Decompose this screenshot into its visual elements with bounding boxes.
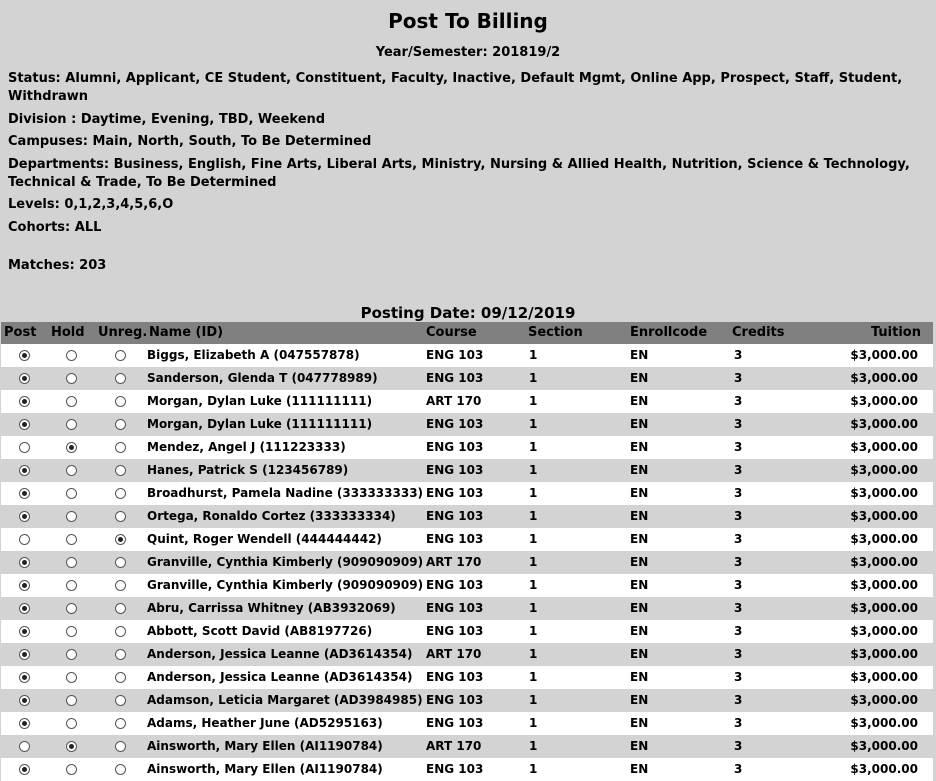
- status-criteria: [8, 70, 928, 106]
- table-row: [1, 482, 933, 505]
- post-cell: [1, 528, 48, 551]
- credits-cell: 3: [734, 716, 743, 730]
- section-cell: 1: [529, 348, 538, 362]
- post-cell: [1, 367, 48, 390]
- course-cell: ART 170: [426, 555, 482, 569]
- course-cell: ENG 103: [426, 509, 484, 523]
- course-cell: ENG 103: [426, 348, 484, 362]
- enrollcode-cell: EN: [630, 716, 649, 730]
- credits-cell: 3: [734, 348, 743, 362]
- hold-cell: [48, 735, 95, 758]
- post-cell: [1, 505, 48, 528]
- table-row: [1, 413, 933, 436]
- course-cell: ENG 103: [426, 371, 484, 385]
- post-radio[interactable]: [19, 672, 30, 683]
- credits-cell: 3: [734, 693, 743, 707]
- enrollcode-cell: EN: [630, 348, 649, 362]
- name-cell: Granville, Cynthia Kimberly (909090909): [147, 578, 423, 592]
- table-row: [1, 344, 933, 367]
- unreg-cell: [95, 344, 146, 367]
- post-radio[interactable]: [19, 488, 30, 499]
- table-row: [1, 574, 933, 597]
- hold-column-header: Hold: [48, 322, 95, 344]
- section-cell: 1: [529, 509, 538, 523]
- credits-cell: 3: [734, 463, 743, 477]
- section-cell: 1: [529, 417, 538, 431]
- credits-cell: 3: [734, 509, 743, 523]
- section-cell: 1: [529, 716, 538, 730]
- unreg-cell: [95, 367, 146, 390]
- enrollcode-cell: EN: [630, 578, 649, 592]
- hold-cell: [48, 482, 95, 505]
- enrollcode-cell: EN: [630, 670, 649, 684]
- table-row: [1, 436, 933, 459]
- course-cell: ART 170: [426, 647, 482, 661]
- tuition-cell: $3,000.00: [850, 739, 918, 753]
- unreg-radio[interactable]: [115, 396, 126, 407]
- course-cell: ENG 103: [426, 440, 484, 454]
- tuition-cell: $3,000.00: [850, 601, 918, 615]
- tuition-cell: $3,000.00: [850, 509, 918, 523]
- post-cell: [1, 344, 48, 367]
- campuses-criteria: [8, 133, 928, 151]
- billing-table: [1, 322, 933, 781]
- hold-radio[interactable]: [66, 718, 77, 729]
- post-cell: [1, 436, 48, 459]
- post-cell: [1, 666, 48, 689]
- enrollcode-cell: EN: [630, 555, 649, 569]
- hold-cell: [48, 413, 95, 436]
- hold-radio[interactable]: [66, 580, 77, 591]
- post-cell: [1, 574, 48, 597]
- enrollcode-cell: EN: [630, 486, 649, 500]
- table-body: [1, 344, 933, 781]
- section-cell: 1: [529, 693, 538, 707]
- name-cell: Morgan, Dylan Luke (111111111): [147, 394, 373, 408]
- hold-cell: [48, 528, 95, 551]
- name-cell: Broadhurst, Pamela Nadine (333333333): [147, 486, 423, 500]
- hold-cell: [48, 390, 95, 413]
- course-cell: ENG 103: [426, 486, 484, 500]
- status-label: Status:: [8, 71, 61, 86]
- hold-cell: [48, 574, 95, 597]
- campuses-label: Campuses:: [8, 134, 88, 149]
- cohorts-criteria: [8, 219, 928, 237]
- division-value: Daytime, Evening, TBD, Weekend: [80, 111, 326, 127]
- table-row: [1, 620, 933, 643]
- name-cell: Anderson, Jessica Leanne (AD3614354): [147, 647, 413, 661]
- tuition-column-header: Tuition: [832, 322, 933, 344]
- table-row: [1, 735, 933, 758]
- table-row: [1, 712, 933, 735]
- unreg-radio[interactable]: [115, 465, 126, 476]
- hold-radio[interactable]: [66, 649, 77, 660]
- hold-cell: [48, 344, 95, 367]
- criteria-panel: [0, 70, 936, 275]
- division-criteria: [8, 111, 928, 129]
- section-column-header: Section: [525, 322, 627, 344]
- table-row: [1, 367, 933, 390]
- hold-cell: [48, 758, 95, 781]
- name-cell: Ortega, Ronaldo Cortez (333333334): [147, 509, 396, 523]
- hold-cell: [48, 666, 95, 689]
- levels-criteria: [8, 196, 928, 214]
- name-cell: Ainsworth, Mary Ellen (AI1190784): [147, 762, 383, 776]
- post-radio[interactable]: [19, 419, 30, 430]
- credits-cell: 3: [734, 440, 743, 454]
- hold-radio[interactable]: [66, 350, 77, 361]
- hold-radio[interactable]: [66, 488, 77, 499]
- name-cell: Adamson, Leticia Margaret (AD3984985): [147, 693, 423, 707]
- table-row: [1, 643, 933, 666]
- table-row: [1, 597, 933, 620]
- tuition-cell: $3,000.00: [850, 440, 918, 454]
- post-radio[interactable]: [19, 534, 30, 545]
- unreg-column-header: Unreg.: [95, 322, 146, 344]
- post-radio[interactable]: [19, 649, 30, 660]
- unreg-cell: [95, 643, 146, 666]
- hold-cell: [48, 712, 95, 735]
- post-radio[interactable]: [19, 718, 30, 729]
- unreg-radio[interactable]: [115, 672, 126, 683]
- section-cell: 1: [529, 624, 538, 638]
- hold-cell: [48, 620, 95, 643]
- table-row: [1, 666, 933, 689]
- unreg-radio[interactable]: [115, 511, 126, 522]
- enrollcode-cell: EN: [630, 532, 649, 546]
- unreg-cell: [95, 459, 146, 482]
- table-row: [1, 390, 933, 413]
- unreg-radio[interactable]: [115, 488, 126, 499]
- unreg-cell: [95, 390, 146, 413]
- credits-cell: 3: [734, 532, 743, 546]
- name-cell: Abru, Carrissa Whitney (AB3932069): [147, 601, 396, 615]
- table-row: [1, 528, 933, 551]
- tuition-cell: $3,000.00: [850, 417, 918, 431]
- hold-radio[interactable]: [66, 442, 77, 453]
- hold-cell: [48, 597, 95, 620]
- tuition-cell: $3,000.00: [850, 463, 918, 477]
- course-cell: ENG 103: [426, 578, 484, 592]
- unreg-radio[interactable]: [115, 580, 126, 591]
- unreg-radio[interactable]: [115, 718, 126, 729]
- credits-cell: 3: [734, 647, 743, 661]
- course-cell: ENG 103: [426, 532, 484, 546]
- enrollcode-cell: EN: [630, 371, 649, 385]
- hold-cell: [48, 459, 95, 482]
- hold-cell: [48, 367, 95, 390]
- section-cell: 1: [529, 739, 538, 753]
- unreg-cell: [95, 528, 146, 551]
- enrollcode-cell: EN: [630, 601, 649, 615]
- hold-radio[interactable]: [66, 511, 77, 522]
- post-radio[interactable]: [19, 373, 30, 384]
- tuition-cell: $3,000.00: [850, 371, 918, 385]
- post-cell: [1, 459, 48, 482]
- status-value: Alumni, Applicant, CE Student, Constituent, Faculty, Inactive, Default Mgmt, Online App, Prospect, Staff, Student, Withdrawn: [8, 71, 903, 104]
- post-cell: [1, 597, 48, 620]
- course-cell: ENG 103: [426, 693, 484, 707]
- post-cell: [1, 689, 48, 712]
- hold-radio[interactable]: [66, 534, 77, 545]
- post-radio[interactable]: [19, 442, 30, 453]
- hold-cell: [48, 689, 95, 712]
- departments-label: Departments:: [8, 156, 110, 172]
- course-cell: ENG 103: [426, 670, 484, 684]
- unreg-radio[interactable]: [115, 695, 126, 706]
- matches-count: [8, 257, 928, 275]
- cohorts-label: Cohorts:: [8, 219, 71, 235]
- hold-radio[interactable]: [66, 741, 77, 752]
- course-cell: ART 170: [426, 394, 482, 408]
- division-label: Division :: [8, 111, 77, 127]
- section-cell: 1: [529, 440, 538, 454]
- table-row: [1, 758, 933, 781]
- tuition-cell: $3,000.00: [850, 670, 918, 684]
- unreg-cell: [95, 597, 146, 620]
- unreg-cell: [95, 574, 146, 597]
- tuition-cell: $3,000.00: [850, 532, 918, 546]
- post-radio[interactable]: [19, 580, 30, 591]
- credits-cell: 3: [734, 394, 743, 408]
- course-cell: ENG 103: [426, 716, 484, 730]
- table-row: [1, 689, 933, 712]
- post-cell: [1, 758, 48, 781]
- name-cell: Sanderson, Glenda T (047778989): [147, 371, 378, 385]
- enrollcode-cell: EN: [630, 394, 649, 408]
- name-cell: Anderson, Jessica Leanne (AD3614354): [147, 670, 413, 684]
- unreg-radio[interactable]: [115, 419, 126, 430]
- name-cell: Biggs, Elizabeth A (047557878): [147, 348, 360, 362]
- post-radio[interactable]: [19, 465, 30, 476]
- credits-cell: 3: [734, 417, 743, 431]
- course-cell: ENG 103: [426, 463, 484, 477]
- section-cell: 1: [529, 555, 538, 569]
- post-cell: [1, 482, 48, 505]
- table-header-row: [1, 322, 933, 344]
- cohorts-value: ALL: [74, 219, 102, 235]
- levels-value: 0,1,2,3,4,5,6,O: [64, 197, 174, 212]
- section-cell: 1: [529, 486, 538, 500]
- tuition-cell: $3,000.00: [850, 762, 918, 776]
- enrollcode-cell: EN: [630, 624, 649, 638]
- unreg-radio[interactable]: [115, 534, 126, 545]
- matches-label: Matches:: [8, 257, 75, 273]
- credits-cell: 3: [734, 624, 743, 638]
- post-radio[interactable]: [19, 350, 30, 361]
- hold-radio[interactable]: [66, 603, 77, 614]
- credits-cell: 3: [734, 762, 743, 776]
- unreg-cell: [95, 666, 146, 689]
- unreg-cell: [95, 482, 146, 505]
- post-radio[interactable]: [19, 603, 30, 614]
- enrollcode-cell: EN: [630, 509, 649, 523]
- section-cell: 1: [529, 762, 538, 776]
- departments-criteria: [8, 156, 928, 192]
- tuition-cell: $3,000.00: [850, 578, 918, 592]
- departments-value: Business, English, Fine Arts, Liberal Arts, Ministry, Nursing & Allied Health, Nutrition, Science & Technology, Technical & Trade, To Be Determined: [8, 156, 910, 190]
- credits-cell: 3: [734, 486, 743, 500]
- hold-radio[interactable]: [66, 626, 77, 637]
- section-cell: 1: [529, 463, 538, 477]
- unreg-cell: [95, 758, 146, 781]
- enrollcode-cell: EN: [630, 647, 649, 661]
- tuition-cell: $3,000.00: [850, 348, 918, 362]
- post-cell: [1, 735, 48, 758]
- unreg-cell: [95, 551, 146, 574]
- post-cell: [1, 390, 48, 413]
- credits-cell: 3: [734, 371, 743, 385]
- enrollcode-cell: EN: [630, 693, 649, 707]
- hold-radio[interactable]: [66, 465, 77, 476]
- unreg-cell: [95, 712, 146, 735]
- name-cell: Granville, Cynthia Kimberly (909090909): [147, 555, 423, 569]
- unreg-cell: [95, 436, 146, 459]
- hold-cell: [48, 551, 95, 574]
- levels-label: Levels:: [8, 197, 60, 212]
- post-radio[interactable]: [19, 557, 30, 568]
- hold-cell: [48, 505, 95, 528]
- hold-cell: [48, 643, 95, 666]
- hold-radio[interactable]: [66, 419, 77, 430]
- campuses-value: Main, North, South, To Be Determined: [92, 134, 372, 149]
- enrollcode-column-header: Enrollcode: [627, 322, 729, 344]
- course-column-header: Course: [423, 322, 525, 344]
- post-radio[interactable]: [19, 511, 30, 522]
- hold-radio[interactable]: [66, 695, 77, 706]
- unreg-radio[interactable]: [115, 626, 126, 637]
- unreg-radio[interactable]: [115, 741, 126, 752]
- section-cell: 1: [529, 532, 538, 546]
- tuition-cell: $3,000.00: [850, 716, 918, 730]
- course-cell: ENG 103: [426, 601, 484, 615]
- credits-cell: 3: [734, 578, 743, 592]
- enrollcode-cell: EN: [630, 417, 649, 431]
- unreg-radio[interactable]: [115, 649, 126, 660]
- tuition-cell: $3,000.00: [850, 394, 918, 408]
- credits-cell: 3: [734, 601, 743, 615]
- section-cell: 1: [529, 647, 538, 661]
- unreg-cell: [95, 735, 146, 758]
- course-cell: ENG 103: [426, 624, 484, 638]
- posting-date: Posting Date: 09/12/2019: [360, 303, 576, 322]
- post-radio[interactable]: [19, 695, 30, 706]
- hold-cell: [48, 436, 95, 459]
- unreg-radio[interactable]: [115, 557, 126, 568]
- tuition-cell: $3,000.00: [850, 486, 918, 500]
- tuition-cell: $3,000.00: [850, 624, 918, 638]
- enrollcode-cell: EN: [630, 440, 649, 454]
- tuition-cell: $3,000.00: [850, 555, 918, 569]
- credits-cell: 3: [734, 555, 743, 569]
- section-cell: 1: [529, 371, 538, 385]
- unreg-cell: [95, 620, 146, 643]
- course-cell: ENG 103: [426, 762, 484, 776]
- hold-radio[interactable]: [66, 373, 77, 384]
- course-cell: ART 170: [426, 739, 482, 753]
- post-radio[interactable]: [19, 396, 30, 407]
- hold-radio[interactable]: [66, 396, 77, 407]
- post-radio[interactable]: [19, 741, 30, 752]
- unreg-cell: [95, 505, 146, 528]
- credits-cell: 3: [734, 670, 743, 684]
- tuition-cell: $3,000.00: [850, 693, 918, 707]
- matches-value: 203: [79, 257, 107, 273]
- post-cell: [1, 551, 48, 574]
- credits-column-header: Credits: [729, 322, 832, 344]
- name-cell: Ainsworth, Mary Ellen (AI1190784): [147, 739, 383, 753]
- course-cell: ENG 103: [426, 417, 484, 431]
- table-row: [1, 551, 933, 574]
- page-title: Post To Billing: [388, 9, 548, 33]
- post-radio[interactable]: [19, 626, 30, 637]
- name-cell: Hanes, Patrick S (123456789): [147, 463, 349, 477]
- enrollcode-cell: EN: [630, 463, 649, 477]
- post-cell: [1, 413, 48, 436]
- post-column-header: Post: [1, 322, 48, 344]
- enrollcode-cell: EN: [630, 739, 649, 753]
- section-cell: 1: [529, 670, 538, 684]
- unreg-radio[interactable]: [115, 442, 126, 453]
- enrollcode-cell: EN: [630, 762, 649, 776]
- section-cell: 1: [529, 394, 538, 408]
- unreg-cell: [95, 689, 146, 712]
- name-column-header: Name (ID): [146, 322, 423, 344]
- name-cell: Morgan, Dylan Luke (111111111): [147, 417, 373, 431]
- name-cell: Adams, Heather June (AD5295163): [147, 716, 383, 730]
- table-row: [1, 505, 933, 528]
- tuition-cell: $3,000.00: [850, 647, 918, 661]
- post-cell: [1, 643, 48, 666]
- post-cell: [1, 712, 48, 735]
- hold-radio[interactable]: [66, 557, 77, 568]
- unreg-radio[interactable]: [115, 373, 126, 384]
- name-cell: Quint, Roger Wendell (444444442): [147, 532, 382, 546]
- section-cell: 1: [529, 601, 538, 615]
- unreg-cell: [95, 413, 146, 436]
- credits-cell: 3: [734, 739, 743, 753]
- name-cell: Abbott, Scott David (AB8197726): [147, 624, 373, 638]
- unreg-radio[interactable]: [115, 350, 126, 361]
- post-cell: [1, 620, 48, 643]
- name-cell: Mendez, Angel J (111223333): [147, 440, 346, 454]
- hold-radio[interactable]: [66, 672, 77, 683]
- section-cell: 1: [529, 578, 538, 592]
- year-semester: Year/Semester: 201819/2: [375, 45, 561, 60]
- table-row: [1, 459, 933, 482]
- unreg-radio[interactable]: [115, 603, 126, 614]
